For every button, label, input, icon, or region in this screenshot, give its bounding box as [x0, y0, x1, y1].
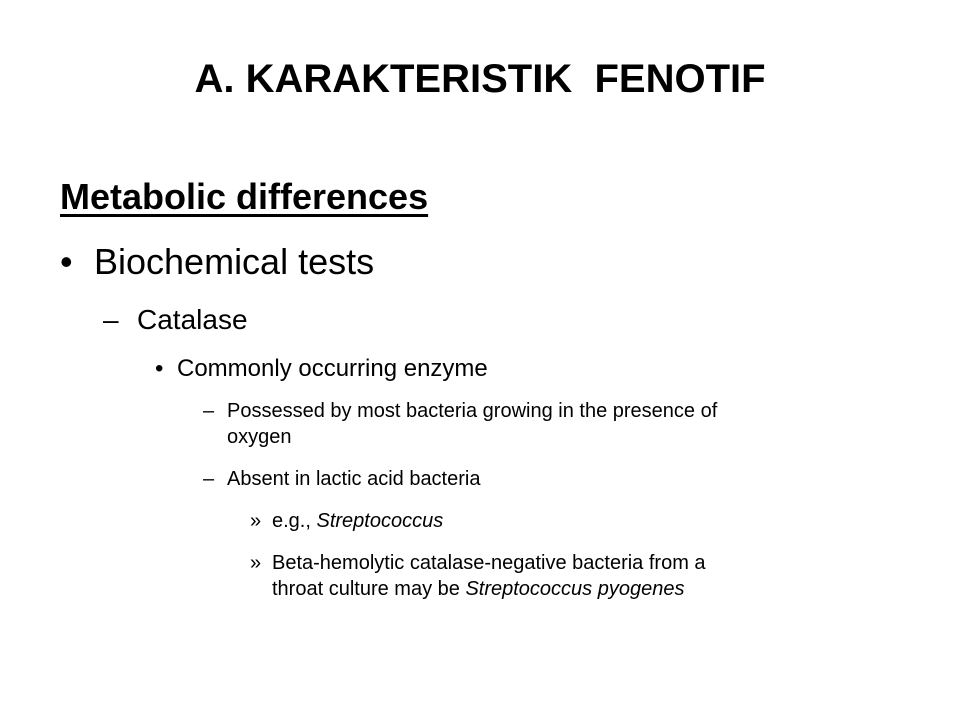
bullet-text: Possessed by most bacteria growing in the presence of [227, 400, 718, 422]
guillemet-marker: » [250, 552, 262, 574]
bullet-text-prefix: throat culture may be [272, 578, 466, 600]
dash-marker: – [203, 400, 215, 422]
species-name: Streptococcus pyogenes [465, 578, 685, 600]
bullet-text: Beta-hemolytic catalase-negative bacteria from a [272, 552, 706, 574]
bullet-marker: • [60, 241, 73, 282]
dash-marker: – [203, 468, 215, 490]
guillemet-marker: » [250, 510, 262, 532]
species-name: Streptococcus [316, 510, 444, 532]
bullet-text: Absent in lactic acid bacteria [227, 468, 481, 490]
bullet-text: Commonly occurring enzyme [177, 355, 488, 382]
bullet-text-continuation [272, 576, 684, 602]
bullet-marker: • [155, 355, 164, 382]
slide-title: A. KARAKTERISTIK FENOTIF [194, 57, 766, 101]
bullet-text-continuation: oxygen [227, 426, 292, 448]
bullet-text-prefix: e.g., [272, 510, 317, 532]
bullet-text: Catalase [137, 304, 248, 335]
bullet-text [272, 508, 443, 534]
bullet-text: Biochemical tests [94, 241, 375, 282]
section-heading: Metabolic differences [60, 176, 429, 217]
dash-marker: – [103, 304, 119, 335]
